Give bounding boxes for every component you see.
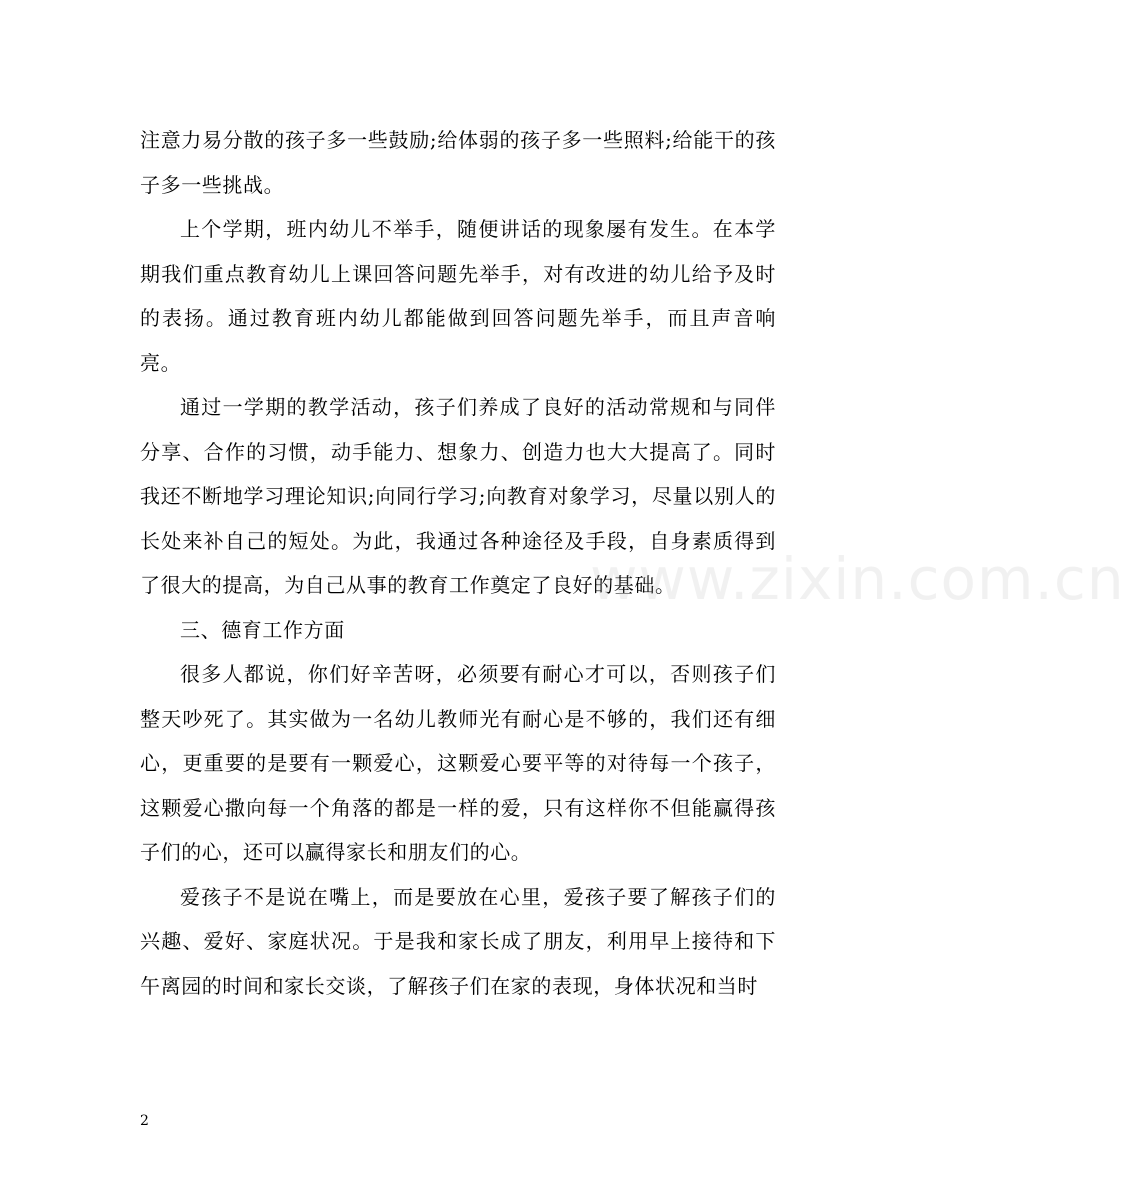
paragraph-understanding-children: 爱孩子不是说在嘴上，而是要放在心里，爱孩子要了解孩子们的兴趣、爱好、家庭状况。于是我和家长成了朋友，利用早上接待和下午离园的时间和家长交谈，了解孩子们在家的表现，身体状况和当时 <box>140 884 776 998</box>
page-number: 2 <box>140 1113 149 1129</box>
paragraph-continuation: 注意力易分散的孩子多一些鼓励;给体弱的孩子多一些照料;给能干的孩子多一些挑战。 <box>140 128 776 197</box>
watermark: www.zixin.com.cn <box>590 545 1125 613</box>
paragraph-patience-and-love: 很多人都说，你们好辛苦呀，必须要有耐心才可以，否则孩子们整天吵死了。其实做为一名幼儿教师光有耐心是不够的，我们还有细心，更重要的是要有一颗爱心，这颗爱心要平等的对待每一个孩子，这颗爱心撒向每一个角落的都是一样的爱，只有这样你不但能赢得孩子们的心，还可以赢得家长和朋友们的心。 <box>140 662 776 864</box>
section-heading-moral-education: 三、德育工作方面 <box>180 617 345 642</box>
paragraph-teaching-results: 通过一学期的教学活动，孩子们养成了良好的活动常规和与同伴分享、合作的习惯，动手能力、想象力、创造力也大大提高了。同时我还不断地学习理论知识;向同行学习;向教育对象学习，尽量以别人的长处来补自己的短处。为此，我通过各种途径及手段，自身素质得到了很大的提高，为自己从事的教育工作奠定了良好的基础。 <box>140 395 776 597</box>
paragraph-hand-raising: 上个学期，班内幼儿不举手，随便讲话的现象屡有发生。在本学期我们重点教育幼儿上课回答问题先举手，对有改进的幼儿给予及时的表扬。通过教育班内幼儿都能做到回答问题先举手，而且声音响亮。 <box>140 217 776 375</box>
document-body <box>140 118 776 1008</box>
